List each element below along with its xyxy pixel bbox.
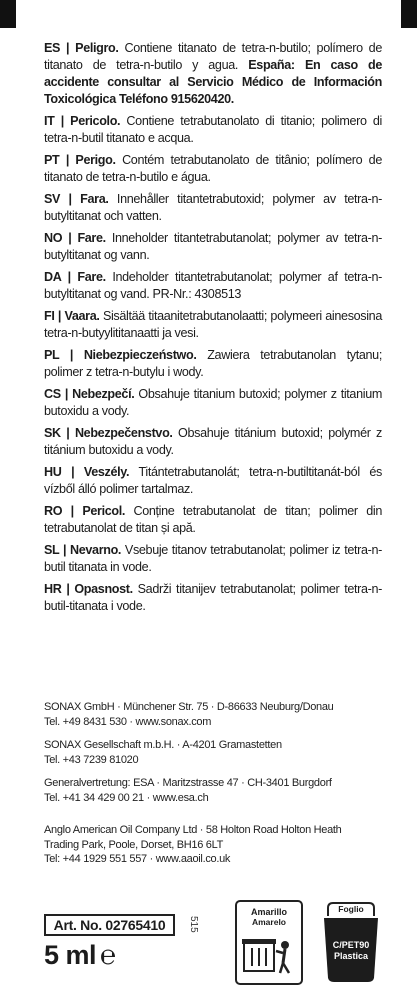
- top-left-black-bar: [0, 0, 16, 28]
- volume-label: 5 ml ℮: [44, 940, 116, 970]
- warning-ro: RO | Pericol. Conține tetrabutanolat de titan; polimer din tetrabutanolat de titan și apă.: [44, 504, 382, 535]
- warning-sv: SV | Fara. Innehåller titantetrabutoxid; polymer av tetra-n-butyltitanat och vatten.: [44, 192, 382, 223]
- top-right-black-bar: [401, 0, 417, 28]
- bin-label-amarillo: Amarillo: [250, 907, 287, 917]
- warning-hr: HR | Opasnost. Sadrži titanijev tetrabutanolat; polimer tetra-n-butil-titanata i vode.: [44, 582, 382, 613]
- warning-no: NO | Fare. Inneholder titantetrabutanolat; polymer av tetra-n-butyltitanat og vann.: [44, 231, 382, 262]
- address-aaoil-uk: Anglo American Oil Company Ltd · 58 Holton Road Holton Heath Trading Park, Poole, Dorset, BH16 6LT Tel: +44 1929 551 557 · www.aaoil.co.uk: [44, 824, 342, 865]
- warning-sl: SL | Nevarno. Vsebuje titanov tetrabutanolat; polimer iz tetra-n-butil titanata in vode.: [44, 543, 382, 574]
- address-esa-ch: Generalvertretung: ESA · Maritzstrasse 47 · CH-3401 Burgdorf Tel. +41 34 429 00 21 · www.esa.ch: [44, 777, 332, 804]
- estimated-sign-icon: ℮: [100, 940, 116, 970]
- hazard-warnings: [44, 40, 382, 620]
- warning-fi: FI | Vaara. Sisältää titaanitetrabutanolaatti; polymeeri ainesosina tetra-n-butyylititanaatti ja vesi.: [44, 309, 382, 340]
- foglio-label: Foglio: [338, 904, 364, 914]
- foglio-code: C/PET90 Plastica: [332, 940, 370, 961]
- recycling-bin-icon: [241, 929, 297, 981]
- article-number: Art. No. 02765410: [44, 914, 175, 936]
- warning-es: ES | Peligro. Contiene titanato de tetra-n-butilo; polímero de titanato de tetra-n-butilo y agua. España: En caso de accidente consultar al Servicio Médico de Información Toxicológica Teléfono 915620420.: [44, 41, 383, 106]
- address-sonax-at: SONAX Gesellschaft m.b.H. · A-4201 Gramastetten Tel. +43 7239 81020: [44, 739, 282, 766]
- bin-label-amarelo: Amarelo: [251, 917, 286, 927]
- warning-pt: PT | Perigo. Contém tetrabutanolato de titânio; polímero de titanato de tetra-n-butilo e água.: [44, 153, 382, 184]
- warning-sk: SK | Nebezpečenstvo. Obsahuje titánium butoxid; polymér z titánium butoxidu a vody.: [44, 426, 382, 457]
- warning-pl: PL | Niebezpieczeństwo. Zawiera tetrabutanolan tytanu; polimer z tetra-n-butylu i wody.: [44, 348, 382, 379]
- recycling-bin-card: [235, 900, 303, 985]
- side-code: 515: [188, 916, 199, 933]
- warning-cs: CS | Nebezpečí. Obsahuje titanium butoxid; polymer z titanium butoxidu a vody.: [44, 387, 382, 418]
- warning-da: DA | Fare. Indeholder titantetrabutanolat; polymer af tetra-n-butyltitanat og vand. PR-Nr.: 4308513: [44, 270, 382, 301]
- warning-it: IT | Pericolo. Contiene tetrabutanolato di titanio; polimero di tetra-n-butil titanato e acqua.: [44, 114, 382, 145]
- address-sonax-de: SONAX GmbH · Münchener Str. 75 · D-86633 Neuburg/Donau Tel. +49 8431 530 · www.sonax.com: [44, 701, 334, 728]
- foglio-plastic-icon: [320, 900, 382, 985]
- warning-hu: HU | Veszély. Titántetrabutanolát; tetra-n-butiltitanát-ból és vízből álló polimer tartalmaz.: [44, 465, 382, 496]
